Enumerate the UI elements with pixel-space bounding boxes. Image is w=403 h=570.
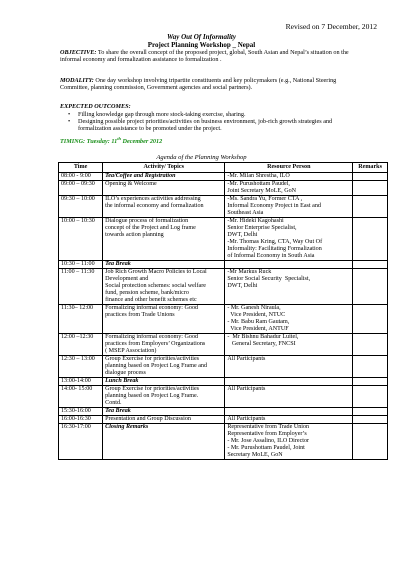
cell-activity xyxy=(103,196,225,218)
cell-remarks xyxy=(353,408,388,416)
revision-date: Revised on 7 December, 2012 xyxy=(285,22,377,31)
resource-line: Vice President, ANTUF xyxy=(227,326,289,332)
table-header-row xyxy=(59,163,388,173)
cell-activity xyxy=(103,424,225,460)
activity-line: Dialogue process of formalization xyxy=(105,218,189,224)
activity-line: Development and xyxy=(105,276,149,282)
resource-line: Secretary MoLE, GoN xyxy=(227,452,283,458)
resource-line: Southeast Asia xyxy=(227,210,264,216)
cell-time: 09:30 – 10:00 xyxy=(59,196,103,218)
activity-line: Opening & Welcome xyxy=(105,181,157,187)
cell-resource xyxy=(225,424,353,460)
outcome-text: Filling knowledge gap through more stock-taking exercise, sharing. xyxy=(78,111,246,118)
resource-line: - Mr. Babu Ram Gautam, xyxy=(227,319,290,325)
outcomes-heading xyxy=(60,103,360,110)
table-row xyxy=(59,173,388,181)
table-row xyxy=(59,261,388,269)
timing-section xyxy=(60,135,360,145)
table-row xyxy=(59,218,388,261)
cell-resource xyxy=(225,181,353,196)
resource-line: -Mr. Milan Shrestha, ILO xyxy=(227,173,290,179)
cell-remarks xyxy=(353,334,388,356)
resource-line: Informality: Facilitating Formalization xyxy=(227,246,322,252)
cell-resource xyxy=(225,378,353,386)
cell-activity xyxy=(103,305,225,334)
table-row xyxy=(59,305,388,334)
table-row xyxy=(59,181,388,196)
cell-time: 16:30-17:00 xyxy=(59,424,103,460)
activity-line: Formalizing informal economy: Good xyxy=(105,305,199,311)
resource-line: - Mr Bishnu Bahadur Luitel, xyxy=(227,334,299,340)
cell-time: 16:00-16:30 xyxy=(59,416,103,424)
resource-line: -Mr. Thomas Kring, CTA, Way Out Of xyxy=(227,239,323,245)
cell-time: 14:00- 15:00 xyxy=(59,386,103,408)
activity-line: practices from Trade Unions xyxy=(105,312,175,318)
cell-time: 15:30-16:00 xyxy=(59,408,103,416)
activity-line: dialogue process xyxy=(105,370,146,376)
modality-text: One day workshop involving tripartite constituents and key policymakers (e.g., National Steering Committee, planning commission, Government agencies and social partners). xyxy=(60,77,337,92)
activity-line: Contd. xyxy=(105,400,122,406)
cell-remarks xyxy=(353,181,388,196)
cell-remarks xyxy=(353,261,388,269)
resource-line: - Mr. Purushottam Paudel, Joint xyxy=(227,445,305,451)
activity-line: practices from Employers’ Organizations xyxy=(105,341,206,347)
cell-resource xyxy=(225,269,353,305)
resource-line: Representative from Employer’s xyxy=(227,431,307,437)
cell-resource xyxy=(225,173,353,181)
table-row xyxy=(59,269,388,305)
cell-resource xyxy=(225,408,353,416)
resource-line: DWT, Delhi xyxy=(227,283,258,289)
outcome-item xyxy=(68,111,360,118)
cell-remarks xyxy=(353,269,388,305)
resource-line: Senior Social Security Specialist, xyxy=(227,276,311,282)
cell-time: 11:00 – 11:30 xyxy=(59,269,103,305)
cell-remarks xyxy=(353,196,388,218)
cell-time: 13:00-14:00 xyxy=(59,378,103,386)
cell-activity xyxy=(103,269,225,305)
cell-activity xyxy=(103,386,225,408)
cell-time: 10:30 – 11:00 xyxy=(59,261,103,269)
agenda-body xyxy=(59,173,388,460)
objective-text: To share the overall concept of the proposed project, global, South Asian and Nepal’s situation on the informal economy and formalization assistance to formalization . xyxy=(60,49,349,64)
cell-activity xyxy=(103,181,225,196)
resource-line: Vice President, NTUC xyxy=(227,312,286,318)
cell-time: 12:30 – 13:00 xyxy=(59,356,103,378)
cell-activity xyxy=(103,378,225,386)
table-row xyxy=(59,408,388,416)
resource-line: Senior Enterprise Specialist, xyxy=(227,225,297,231)
table-row xyxy=(59,386,388,408)
column-header-time: Time xyxy=(59,163,103,173)
cell-remarks xyxy=(353,218,388,261)
cell-time: 12:00 –12:30 xyxy=(59,334,103,356)
activity-line: Group Exercise for priorities/activities xyxy=(105,356,200,362)
bullet-icon: • xyxy=(68,111,71,118)
cell-resource xyxy=(225,305,353,334)
table-row xyxy=(59,416,388,424)
cell-resource xyxy=(225,261,353,269)
activity-line: Closing Remarks xyxy=(105,424,149,430)
activity-line: Formalizing informal economy: Good xyxy=(105,334,199,340)
outcomes-list xyxy=(68,111,360,133)
outcomes-label: EXPECTED OUTCOMES: xyxy=(60,103,131,110)
activity-line: Tea Break xyxy=(105,408,131,414)
activity-line: ILO’s experiences activities addressing xyxy=(105,196,201,202)
activity-line: Presentation and Group Discussion xyxy=(105,416,191,422)
table-row xyxy=(59,334,388,356)
activity-line: planning based on Project Log Frame. xyxy=(105,393,199,399)
cell-resource xyxy=(225,196,353,218)
cell-resource xyxy=(225,416,353,424)
outcome-text: Designing possible project priorities/activities on business environment, job-rich growth strategies and formalization assistance to be promoted under the project. xyxy=(78,118,333,133)
table-row xyxy=(59,196,388,218)
activity-line: ( MSEP Association) xyxy=(105,348,157,354)
column-header-activity: Activity/ Topics xyxy=(103,163,225,173)
cell-remarks xyxy=(353,416,388,424)
activity-line: the informal economy and formalization xyxy=(105,203,204,209)
cell-time: 08:00 - 9:00 xyxy=(59,173,103,181)
resource-line: - Mr. Ganesh Niraula, xyxy=(227,305,281,311)
cell-activity xyxy=(103,261,225,269)
cell-activity xyxy=(103,416,225,424)
resource-line: of Informal Economy in South Asia xyxy=(227,253,315,259)
column-header-remarks: Remarks xyxy=(353,163,388,173)
resource-line: Informal Economy Project in East and xyxy=(227,203,321,209)
activity-line: planning based on Project Log Frame and xyxy=(105,363,208,369)
cell-activity xyxy=(103,334,225,356)
cell-activity xyxy=(103,408,225,416)
agenda-table xyxy=(58,162,388,460)
resource-line: - Mr. Jose Assalino, ILO Director xyxy=(227,438,310,444)
cell-activity xyxy=(103,173,225,181)
cell-remarks xyxy=(353,173,388,181)
resource-line: -Ms. Sandra Yu, Former CTA , xyxy=(227,196,303,202)
resource-line: General Secretary, FNCSI xyxy=(227,341,296,347)
cell-resource xyxy=(225,218,353,261)
objective-section xyxy=(60,49,360,63)
cell-time: 09:00 – 09:30 xyxy=(59,181,103,196)
cell-time: 11:30– 12:00 xyxy=(59,305,103,334)
column-header-resource: Resource Person xyxy=(225,163,353,173)
resource-line: All Participants xyxy=(227,386,266,392)
activity-line: Group Exercise for priorities/activities xyxy=(105,386,200,392)
cell-activity xyxy=(103,356,225,378)
table-row xyxy=(59,424,388,460)
cell-remarks xyxy=(353,386,388,408)
cell-activity xyxy=(103,218,225,261)
modality-section xyxy=(60,77,360,91)
cell-resource xyxy=(225,334,353,356)
activity-line: Job Rich Growth Macro Policies to Local xyxy=(105,269,207,275)
table-row xyxy=(59,378,388,386)
resource-line: Representative from Trade Union xyxy=(227,424,310,430)
activity-line: Social protection schemes: social welfare xyxy=(105,283,206,289)
modality-label: MODALITY: xyxy=(60,77,94,84)
activity-line: finance and other benefit schemes etc xyxy=(105,297,197,303)
resource-line: All Participants xyxy=(227,416,266,422)
agenda-title: Agenda of the Planning Workshop xyxy=(156,154,247,161)
resource-line: All Participants xyxy=(227,356,266,362)
document-subtitle: Project Planning Workshop _ Nepal xyxy=(147,41,256,49)
activity-line: fund, pension scheme, bank/micro xyxy=(105,290,189,296)
cell-resource xyxy=(225,356,353,378)
activity-line: Lunch Break xyxy=(105,378,139,384)
cell-remarks xyxy=(353,378,388,386)
cell-remarks xyxy=(353,305,388,334)
cell-time: 10:00 – 10:30 xyxy=(59,218,103,261)
activity-line: Tea Break xyxy=(105,261,131,267)
resource-line: -Mr. Purushottam Paudel, xyxy=(227,181,290,187)
timing-label: TIMING: Tuesday: 11th December 2012 xyxy=(60,136,163,146)
document-title: Way Out Of Informality xyxy=(167,33,236,41)
cell-remarks xyxy=(353,424,388,460)
resource-line: -Mr Markus Ruck xyxy=(227,269,272,275)
table-row xyxy=(59,356,388,378)
activity-line: concept of the Project and Log frame xyxy=(105,225,196,231)
objective-label: OBJECTIVE: xyxy=(60,49,97,56)
resource-line: -Mr. Hideki Kagohashi xyxy=(227,218,284,224)
resource-line: DWT, Delhi xyxy=(227,232,258,238)
outcome-item xyxy=(68,118,360,132)
activity-line: towards action planning xyxy=(105,232,164,238)
bullet-icon: • xyxy=(68,118,71,126)
cell-remarks xyxy=(353,356,388,378)
resource-line: Joint Secretary MoLE, GoN xyxy=(227,188,297,194)
cell-resource xyxy=(225,386,353,408)
activity-line: Tea/Coffee and Registration xyxy=(105,173,176,179)
